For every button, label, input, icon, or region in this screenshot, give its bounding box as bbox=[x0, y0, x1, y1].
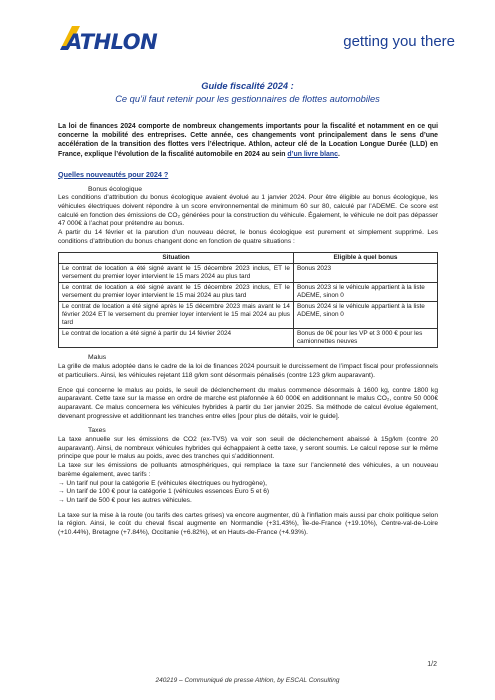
table-row bbox=[59, 283, 438, 302]
table-cell-bonus: Bonus 2023 si le véhicule appartient à la liste ADEME, sinon 0 bbox=[293, 283, 437, 302]
bonus-paragraph-1: Les conditions d’attribution du bonus écologique avaient évolué au 1 janvier 2024. Pour être éligible au bonus écologique, les véhicules électriques doivent répondre à un score environnemental de minimum 60 sur 80, calculé par l’ADEME. Ce score est calculé en fonction des émissions de CO₂ générées pour la construction du véhicule. Également, le véhicule ne doit pas dépasser 47 000€ à l’achat pour prétendre au bonus. bbox=[58, 194, 438, 228]
table-row bbox=[59, 329, 438, 348]
intro-paragraph bbox=[58, 122, 438, 159]
taxes-paragraph-3: La taxe sur la mise à la route (ou tarifs des cartes grises) va encore augmenter, dû à l’inflation mais aussi par choix politique selon la région. Ainsi, le coût du cheval fiscal augmente en Normandie (+31.43%), Île-de-France (+19.10%), Centre-val-de-Loire (+10.44%), Bretagne (+7.84%), Occitanie (+6.82%), et en Hauts-de-France (+4.93%). bbox=[58, 511, 438, 537]
table-cell-bonus: Bonus de 0€ pour les VP et 3 000 € pour les camionnettes neuves bbox=[293, 329, 437, 348]
bonus-title: Bonus écologique bbox=[88, 185, 143, 193]
tagline: getting you there bbox=[343, 33, 455, 50]
athlon-logo bbox=[58, 24, 178, 54]
taxes-list-item: → Un tarif nul pour la catégorie E (véhicules électriques ou hydrogène), bbox=[58, 479, 267, 487]
intro-text: La loi de finances 2024 comporte de nombreux changements importants pour la fiscalité et notamment en ce qui concerne la mobilité des entreprises. Cette année, ces changements vont principalement dans le sens d’une accélération de la transition des flottes vers l’électrique. Athlon, acteur clé de la Location Longue Durée (LLD) en France, explique l’évolution de la fiscalité automobile en 2024 au sein bbox=[58, 123, 438, 158]
document-title bbox=[0, 80, 495, 106]
table-cell-situation: Le contrat de location a été signé avant le 15 décembre 2023 inclus, ET le versement du premier loyer intervient le 15 mars 2024 au plus tard bbox=[59, 264, 294, 283]
taxes-list-item: → Un tarif de 100 € pour la catégorie 1 (véhicules essences Euro 5 et 6) bbox=[58, 488, 270, 496]
table-cell-bonus: Bonus 2023 bbox=[293, 264, 437, 283]
taxes-title: Taxes bbox=[88, 427, 106, 435]
table-cell-situation: Le contrat de location a été signé avant le 15 décembre 2023 inclus, ET le versement du premier loyer intervient le 15 mai 2024 au plus tard bbox=[59, 283, 294, 302]
white-paper-link[interactable]: d’un livre blanc bbox=[287, 150, 338, 158]
table-cell-situation: Le contrat de location a été signé après le 15 décembre 2023 mais avant le 14 février 2024 ET le versement du premier loyer intervient le 15 mai 2024 au plus tard bbox=[59, 302, 294, 329]
malus-title: Malus bbox=[88, 354, 107, 362]
table-cell-bonus: Bonus 2024 si le véhicule appartient à la liste ADEME, sinon 0 bbox=[293, 302, 437, 329]
document-body bbox=[58, 122, 438, 538]
taxes-list-item: → Un tarif de 500 € pour les autres véhicules. bbox=[58, 496, 192, 504]
table-cell-situation: Le contrat de location a été signé à partir du 14 février 2024 bbox=[59, 329, 294, 348]
intro-end: . bbox=[337, 150, 340, 158]
title-line-2: Ce qu’il faut retenir pour les gestionnaires de flottes automobiles bbox=[115, 94, 380, 104]
bonus-paragraph-2: A partir du 14 février et la parution d’un nouveau décret, le bonus écologique est purement et simplement supprimé. Les conditions d’attribution du bonus changent donc en fonction de quatre situations : bbox=[58, 229, 438, 245]
page-header bbox=[58, 24, 455, 56]
title-line-1: Guide fiscalité 2024 : bbox=[201, 81, 294, 91]
bonus-table bbox=[58, 252, 438, 348]
malus-paragraph-2-text: Ence qui concerne le malus au poids, le seuil de déclenchement du malus commence désormais à 1600 kg, contre 1800 kg auparavant. Cette taxe sur la masse en ordre de marche est plafonnée à 60 000€ en additionnant le malus CO₂, contre 50 000€ auparavant. Ce malus concernera les véhicules hybrides à partir du 1er janvier 2025. Sa méthode de calcul évolue également, devenant progressive et additionnant les tranches entre elles [pour plus de détails, voir le guide]. bbox=[58, 386, 438, 420]
taxes-paragraph-1: La taxe annuelle sur les émissions de CO2 (ex-TVS) va voir son seuil de déclenchement abaissé à 15g/km (contre 20 auparavant). Ainsi, de nombreux véhicules hybrides qui échappaient à cette taxe, y seront soumis. Le calcul repose sur le même principe que pour le malus au poids, avec des tranches qui s’additionnent. bbox=[58, 436, 438, 461]
table-row bbox=[59, 302, 438, 329]
table-header-eligible: Eligible à quel bonus bbox=[293, 253, 437, 264]
footer-text: 240219 – Communiqué de presse Athlon, by ESCAL Consulting bbox=[155, 677, 340, 684]
malus-paragraph-2 bbox=[58, 387, 438, 422]
malus-paragraph-1: La grille de malus adoptée dans le cadre de la loi de finances 2024 poursuit le durcissement de l’impact fiscal pour professionnels et particuliers. Ainsi, les véhicules rejetant 118 g/km sont désormais pénalisés (contre 123 g/km auparavant). bbox=[58, 363, 438, 379]
table-header-situation: Situation bbox=[59, 253, 294, 264]
table-header-row bbox=[59, 253, 438, 264]
table-row bbox=[59, 264, 438, 283]
section-title-nouveautes: Quelles nouveautés pour 2024 ? bbox=[58, 169, 169, 179]
page-number: 1/2 bbox=[427, 661, 437, 668]
taxes-paragraph-2: La taxe sur les émissions de polluants atmosphériques, qui remplace la taxe sur l’ancienneté des véhicules, a un nouveau barème également, avec tarifs : bbox=[58, 462, 438, 478]
logo-text: ATHLON bbox=[66, 30, 158, 54]
